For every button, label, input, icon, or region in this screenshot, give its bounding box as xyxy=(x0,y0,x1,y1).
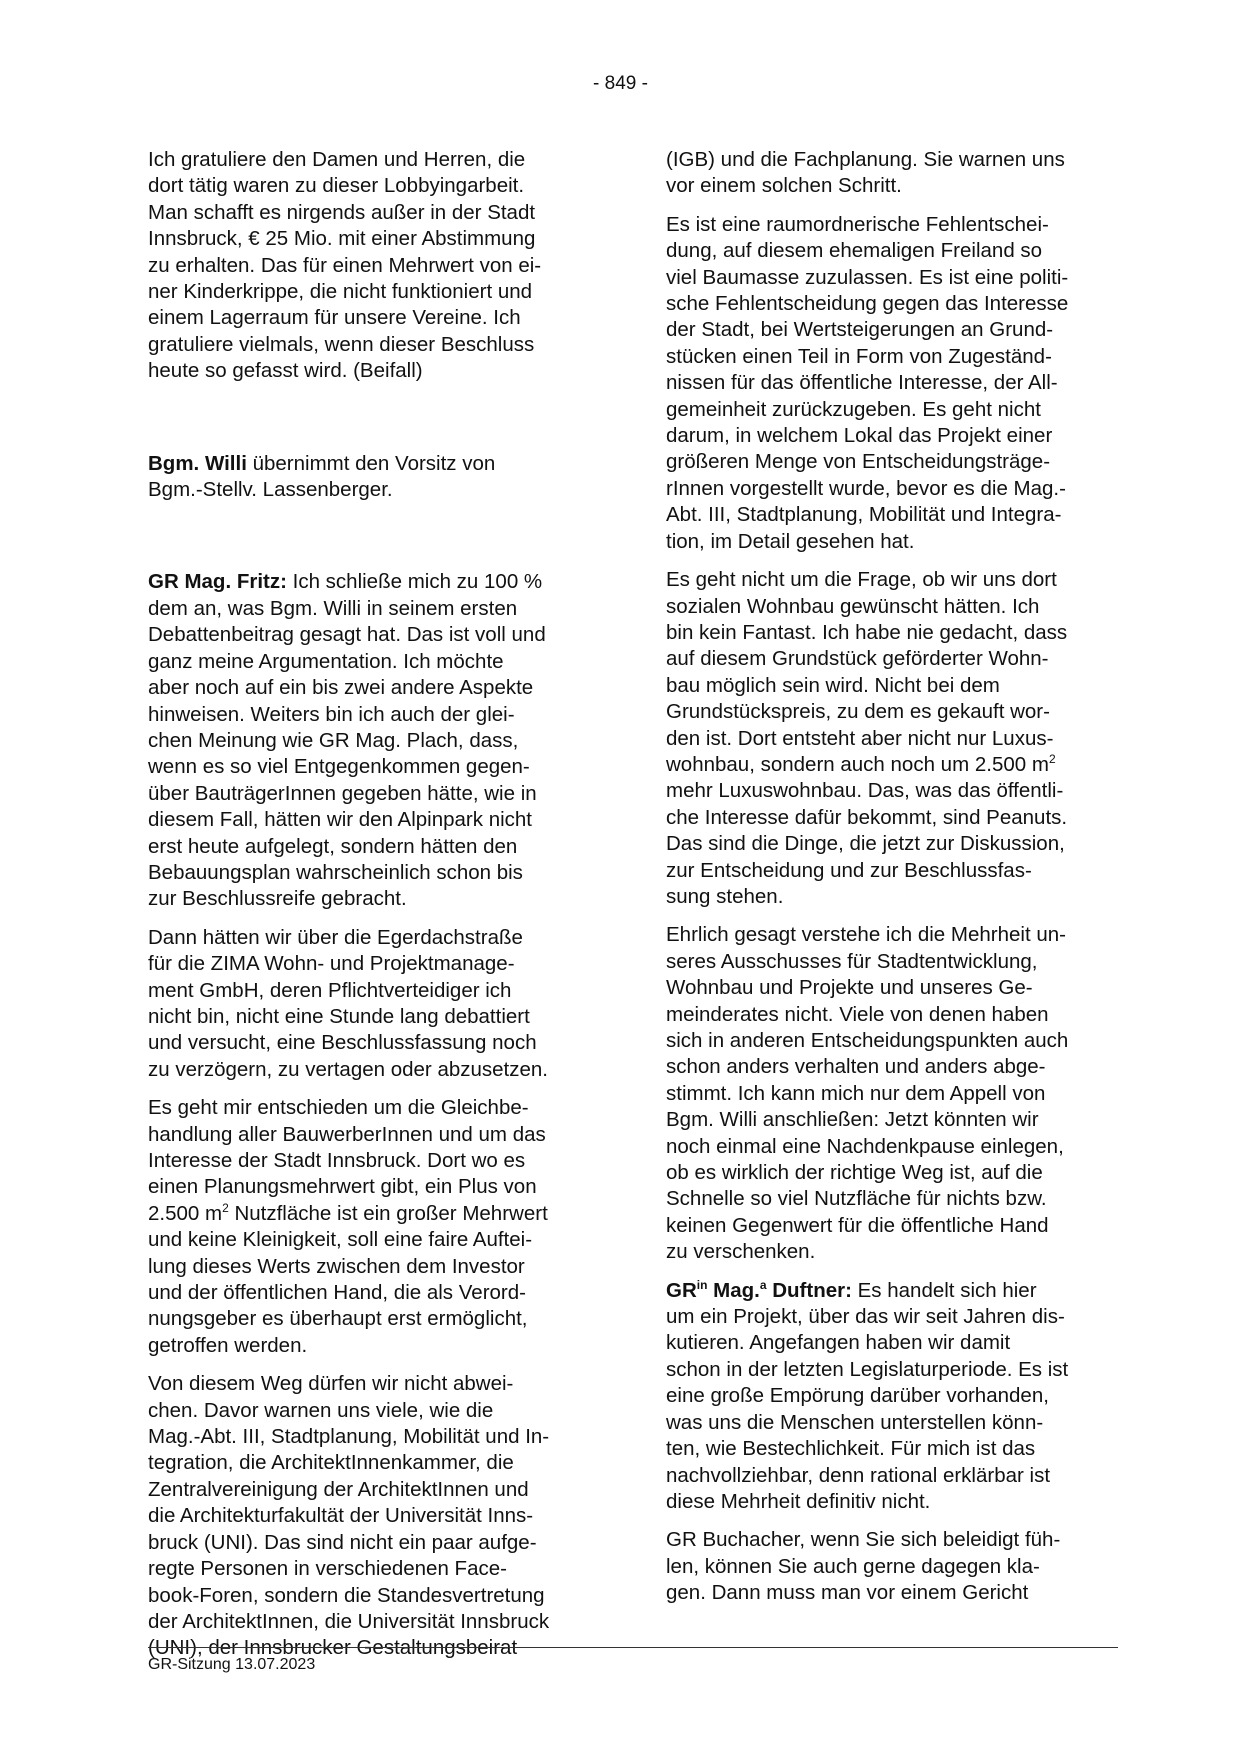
paragraph: Es ist eine raumordnerische Fehlentschei- dung, auf diesem ehemaligen Freiland so viel Baumasse zuzulassen. Es ist eine politi- sche Fehlentscheidung gegen das Interesse der Stadt, bei Wertsteigerungen an Grund- stücken einen Teil in Form von Zugeständ- nissen für das öffentliche Interesse, der All- gemeinheit zurückzugeben. Es geht nicht darum, in welchem Lokal das Projekt einer größeren Menge von Entscheidungsträge- rInnen vorgestellt wurde, bevor es die Mag.- Abt. III, Stadtplanung, Mobilität und Integra- tion, im Detail gesehen hat. xyxy=(666,212,1069,553)
speaker-name: GR Mag. Fritz: xyxy=(148,570,287,594)
speaker-name: Bgm. Willi xyxy=(148,451,247,475)
paragraph-text: übernimmt den Vorsitz von Bgm.-Stellv. Lassenberger. xyxy=(148,451,496,502)
paragraph xyxy=(148,569,600,912)
paragraph: Von diesem Weg dürfen wir nicht abwei- chen. Davor warnen uns viele, wie die Mag.-Abt. III, Stadtplanung, Mobilität und In- tegration, die ArchitektInnenkammer, die Zentralvereinigung der ArchitektInnen und die Architekturfakultät der Universität Inns- bruck (UNI). Das sind nicht ein paar aufge- regte Personen in verschiedenen Face- book-Foren, sondern die Standesvertretung der ArchitektInnen, die Universität Innsbruck (UNI), der Innsbrucker Gestaltungsbeirat xyxy=(148,1372,550,1660)
right-column xyxy=(666,147,1118,1619)
paragraph: Ehrlich gesagt verstehe ich die Mehrheit un- seres Ausschusses für Stadtentwicklung, Wohnbau und Projekte und unseres Ge- meinderates nicht. Viele von denen haben sich in anderen Entscheidungspunkten auch schon anders verhalten und anders abge- stimmt. Ich kann mich nur dem Appell von Bgm. Willi anschließen: Jetzt könnten wir noch einmal eine Nachdenkpause einlegen, ob es wirklich der richtige Weg ist, auf die Schnelle so viel Nutzfläche für nichts bzw. keinen Gegenwert für die öffentliche Hand zu verschenken. xyxy=(666,923,1069,1264)
paragraph-text: Es geht mir entschieden um die Gleichbe- handlung aller BauwerberInnen und um das Interesse der Stadt Innsbruck. Dort wo es einen Planungsmehrwert gibt, ein Plus von 2.500 m xyxy=(148,1096,546,1225)
superscript: in xyxy=(696,1277,708,1292)
paragraph: Dann hätten wir über die Egerdachstraße für die ZIMA Wohn- und Projektmanage- ment GmbH, deren Pflichtverteidiger ich nicht bin, nicht eine Stunde lang debattiert und versucht, eine Beschlussfassung noch zu verzögern, zu vertagen oder abzusetzen. xyxy=(148,925,548,1081)
paragraph-text: mehr Luxuswohnbau. Das, was das öffentli- che Interesse dafür bekommt, sind Peanuts. Das sind die Dinge, die jetzt zur Diskussion, zur Entscheidung und zur Beschlussfas- sung stehen. xyxy=(666,779,1068,908)
paragraph-text: Es geht nicht um die Frage, ob wir uns dort sozialen Wohnbau gewünscht hätten. Ich bin kein Fantast. Ich habe nie gedacht, dass auf diesem Grundstück geförderter Wohn- bau möglich sein wird. Nicht bei dem Grundstückspreis, zu dem es gekauft wor- den ist. Dort entsteht aber nicht nur Luxus- wohnbau, sondern auch noch um 2.500 m xyxy=(666,568,1068,776)
left-column xyxy=(148,147,600,1674)
paragraph-text: Nutzfläche ist ein großer Mehrwert und keine Kleinigkeit, soll eine faire Auftei- lung dieses Werts zwischen dem Investor und der öffentlichen Hand, die als Verord- nungsgeber es überhaupt erst ermöglicht, getroffen werden. xyxy=(148,1201,548,1357)
paragraph xyxy=(148,451,600,504)
superscript: a xyxy=(759,1277,767,1292)
paragraph xyxy=(666,1278,1118,1516)
paragraph-text: Ich schließe mich zu 100 % dem an, was Bgm. Willi in seinem ersten Debattenbeitrag gesagt hat. Das ist voll und ganz meine Argumentation. Ich möchte aber noch auf ein bis zwei andere Aspekte hinweisen. Weiters bin ich auch der glei- chen Meinung wie GR Mag. Plach, dass, wenn es so viel Entgegenkommen gegen- über BauträgerInnen gegeben hätte, wie in diesem Fall, hätten wir den Alpinpark nicht erst heute aufgelegt, sondern hätten den Bebauungsplan wahrscheinlich schon bis zur Beschlussreife gebracht. xyxy=(148,570,546,911)
speaker-title: GR xyxy=(666,1278,697,1302)
page-number: - 849 - xyxy=(593,73,648,94)
paragraph: (IGB) und die Fachplanung. Sie warnen uns vor einem solchen Schritt. xyxy=(666,148,1065,198)
speaker-name xyxy=(666,1279,852,1302)
footer-session-date: GR-Sitzung 13.07.2023 xyxy=(148,1656,316,1673)
superscript: 2 xyxy=(1048,751,1056,766)
paragraph xyxy=(148,1095,600,1359)
speaker-title: Mag. xyxy=(707,1278,760,1302)
paragraph: Ich gratuliere den Damen und Herren, die dort tätig waren zu dieser Lobbyingarbeit. Man schafft es nirgends außer in der Stadt Innsbruck, € 25 Mio. mit einer Abstimmung zu erhalten. Das für einen Mehrwert von ei- ner Kinderkrippe, die nicht funktioniert und einem Lagerraum für unsere Vereine. Ich gratuliere vielmals, wenn dieser Beschluss heute so gefasst wird. (Beifall) xyxy=(148,148,542,383)
paragraph xyxy=(666,567,1118,910)
paragraph: GR Buchacher, wenn Sie sich beleidigt füh- len, können Sie auch gerne dagegen kla- gen. Dann muss man vor einem Gericht xyxy=(666,1528,1061,1605)
superscript: 2 xyxy=(222,1200,229,1215)
paragraph-text: Es handelt sich hier um ein Projekt, über das wir seit Jahren dis- kutieren. Angefangen haben wir damit schon in der letzten Legislaturperiode. Es ist eine große Empörung darüber vorhanden, was uns die Menschen unterstellen könn- ten, wie Bestechlichkeit. Für mich ist das nachvollziehbar, denn rational erklärbar ist diese Mehrheit definitiv nicht. xyxy=(666,1278,1069,1513)
footer-divider xyxy=(148,1647,1118,1648)
speaker-surname: Duftner: xyxy=(766,1278,852,1302)
